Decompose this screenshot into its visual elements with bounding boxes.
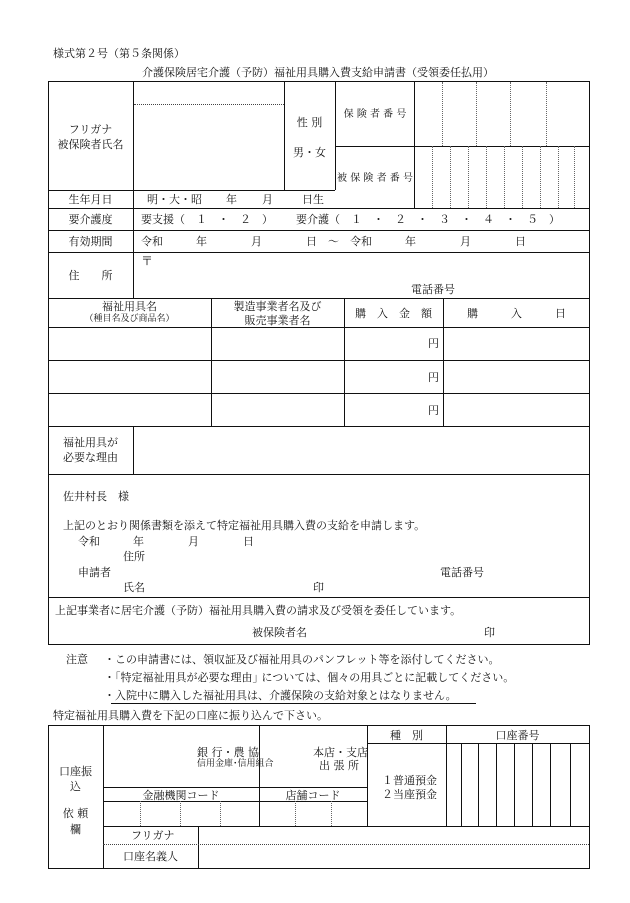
birth-year: 年: [226, 193, 237, 206]
reason-label-2: 必要な理由: [63, 451, 118, 464]
account-type-option[interactable]: １普通預金: [382, 774, 437, 787]
branch-code-label: 店舗コード: [285, 789, 341, 802]
bank-type-options: 銀 行・農 協: [197, 746, 259, 759]
birth-month: 月: [262, 193, 273, 206]
care-level[interactable]: 要介護（ １ ・ ２ ・ ３ ・ ４ ・ ５ ）: [296, 213, 560, 226]
care-level-label: 要介護度: [68, 213, 113, 226]
account-type-option[interactable]: ２当座預金: [382, 788, 437, 801]
account-number-label: 口座番号: [495, 729, 540, 742]
branch-type-options-2: 出 張 所: [319, 759, 359, 772]
yen-unit: 円: [428, 404, 439, 417]
furigana-label: フリガナ: [68, 123, 113, 136]
postal-mark: 〒: [141, 254, 154, 268]
applicant-address-label: 住所: [123, 550, 145, 563]
applicant-phone-label: 電話番号: [440, 566, 484, 579]
sex-label: 性 別: [296, 116, 323, 129]
applicant-label: 申請者: [78, 566, 111, 579]
application-statement: 上記のとおり関係書類を添えて特定福祉用具購入費の支給を申請します。: [63, 519, 426, 532]
bank-intro: 特定福祉用具購入費を下記の口座に振り込んで下さい。: [53, 709, 328, 722]
valid-period-label: 有効期間: [68, 235, 113, 248]
bank-type-options-2: 信用金庫･信用組合: [197, 759, 274, 769]
delegation-seal: 印: [484, 626, 495, 639]
col-maker-sub: 販売事業者名: [244, 314, 311, 327]
bank-side-label-2: 込: [70, 780, 81, 793]
bank-side-label-4: 欄: [70, 823, 81, 836]
applicant-name-label: 氏名: [123, 581, 145, 594]
col-item-name: 福祉用具名: [102, 300, 157, 313]
insurer-number-label: 保 険 者 番 号: [343, 109, 407, 120]
col-amount: 購 入 金 額: [355, 307, 432, 320]
bank-code-label: 金融機関コード: [142, 789, 220, 802]
col-purchase-date: 購 入 日: [467, 307, 566, 320]
delegation-name-label: 被保険者名: [252, 626, 307, 639]
support-level[interactable]: 要支援（ １ ・ ２ ）: [141, 213, 273, 226]
form-number: 様式第２号（第５条関係）: [53, 47, 185, 60]
insured-number-label: 被 保 険 者 番 号: [337, 173, 413, 184]
note-item: ・｢特定福祉用具が必要な理由｣ については、個々の用具ごとに記載してください。: [104, 671, 515, 684]
birth-day: 日生: [302, 193, 324, 206]
bank-side-label-3: 依 頼: [62, 807, 89, 820]
notes-label: 注意: [66, 653, 88, 666]
yen-unit: 円: [428, 371, 439, 384]
birth-era[interactable]: 明・大・昭: [147, 193, 202, 206]
page-title: 介護保険居宅介護（予防）福祉用具購入費支給申請書（受領委任払用）: [142, 66, 494, 79]
col-item-name-sub: （種目名及び商品名）: [84, 314, 175, 324]
branch-type-options: 本店・支店: [313, 746, 368, 759]
birth-date-label: 生年月日: [68, 193, 113, 206]
delegation-statement: 上記事業者に居宅介護（予防）福祉用具購入費の請求及び受領を委任しています。: [55, 604, 462, 617]
address-phone-label: 電話番号: [411, 283, 455, 296]
holder-furigana-label: フリガナ: [131, 829, 175, 842]
address-label: 住 所: [68, 269, 113, 282]
note-item: ・入院中に購入した福祉用具は、介護保険の支給対象とはなりません。: [104, 689, 457, 702]
valid-period[interactable]: 令和 年 月 日 ～ 令和 年 月 日: [141, 235, 526, 248]
sex-options[interactable]: 男・女: [293, 146, 326, 159]
addressee: 佐井村長 様: [63, 490, 129, 503]
applicant-seal: 印: [313, 581, 324, 594]
application-date: 令和 年 月 日: [78, 535, 254, 548]
reason-label: 福祉用具が: [63, 436, 118, 449]
note-item: ・この申請書には、領収証及び福祉用具のパンフレット等を添付してください。: [104, 653, 500, 666]
insured-name-label: 被保険者氏名: [57, 138, 124, 151]
account-holder-label: 口座名義人: [123, 850, 178, 863]
yen-unit: 円: [428, 337, 439, 350]
col-maker: 製造事業者名及び: [233, 300, 322, 313]
bank-side-label: 口座振: [59, 765, 92, 778]
account-type-label: 種 別: [390, 729, 423, 742]
